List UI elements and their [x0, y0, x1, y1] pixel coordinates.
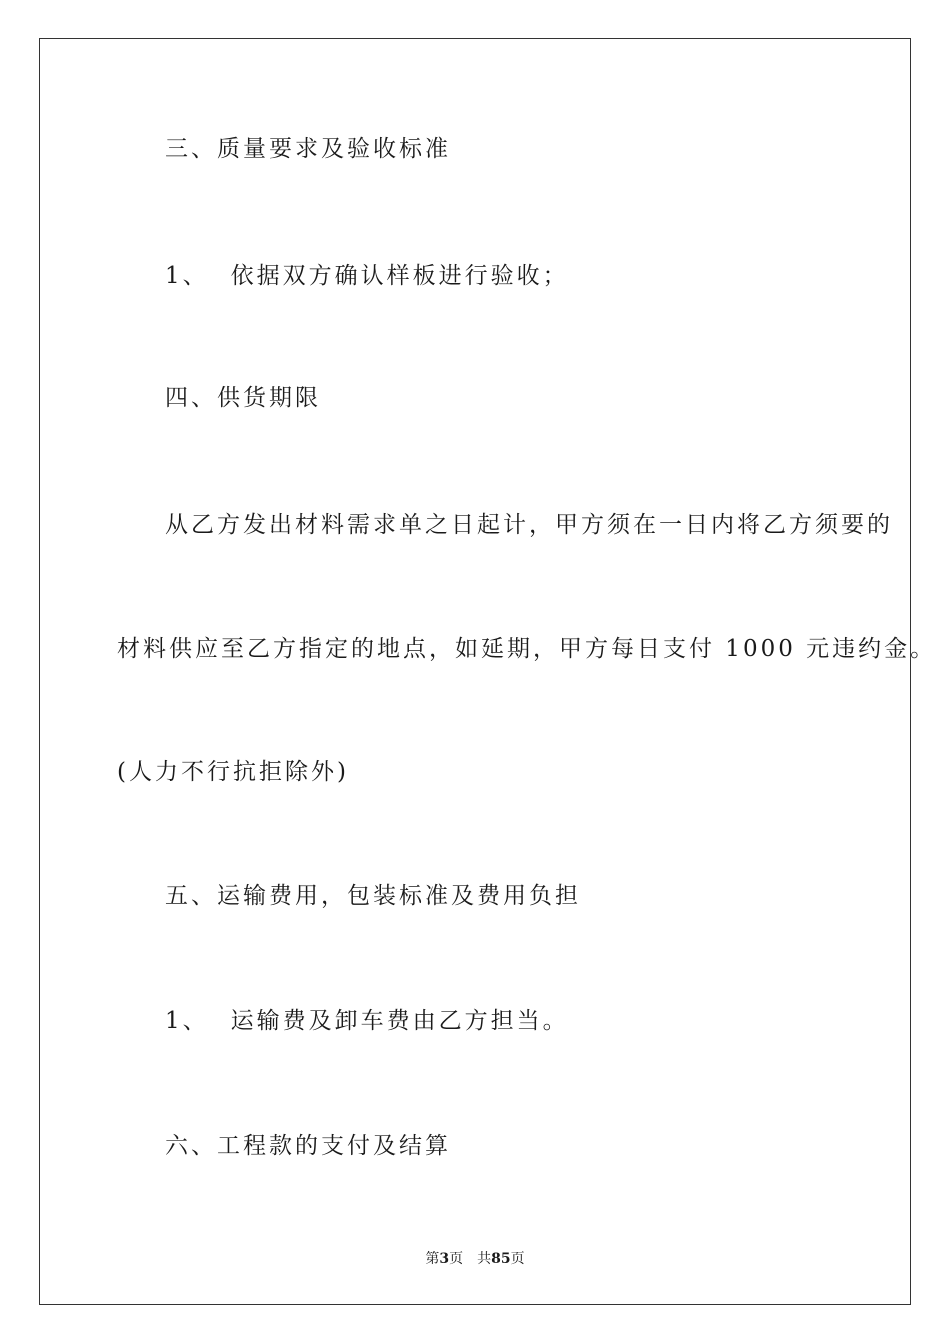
list-item-quality-1: [165, 261, 569, 291]
paragraph-delivery-line-2: 材料供应至乙方指定的地点，如延期，甲方每日支付 1000 元违约金。: [117, 636, 937, 662]
footer-page-suffix: 页: [449, 1251, 464, 1267]
list-item-text: 依据双方确认样板进行验收；: [230, 263, 569, 289]
footer-page-number: 3: [439, 1251, 450, 1267]
page-footer: [0, 1248, 950, 1268]
paragraph-delivery-line-1: 从乙方发出材料需求单之日起计，甲方须在一日内将乙方须要的: [165, 512, 893, 538]
list-item-number: 1、: [165, 1008, 209, 1034]
page-border: [39, 38, 911, 1305]
footer-total-pages: 85: [491, 1251, 511, 1267]
footer-total-prefix: 共: [477, 1251, 492, 1267]
section-heading-payment: 六、工程款的支付及结算: [165, 1133, 451, 1159]
footer-total-suffix: 页: [510, 1251, 525, 1267]
list-item-text: 运输费及卸车费由乙方担当。: [230, 1008, 569, 1034]
paragraph-delivery-line-3: (人力不行抗拒除外): [117, 759, 349, 785]
list-item-number: 1、: [165, 263, 209, 289]
section-heading-transport: 五、运输费用，包装标准及费用负担: [165, 883, 581, 909]
section-heading-quality: 三、质量要求及验收标准: [165, 136, 451, 162]
footer-page-prefix: 第: [425, 1251, 440, 1267]
list-item-transport-1: [165, 1006, 569, 1036]
section-heading-delivery: 四、供货期限: [165, 385, 321, 411]
